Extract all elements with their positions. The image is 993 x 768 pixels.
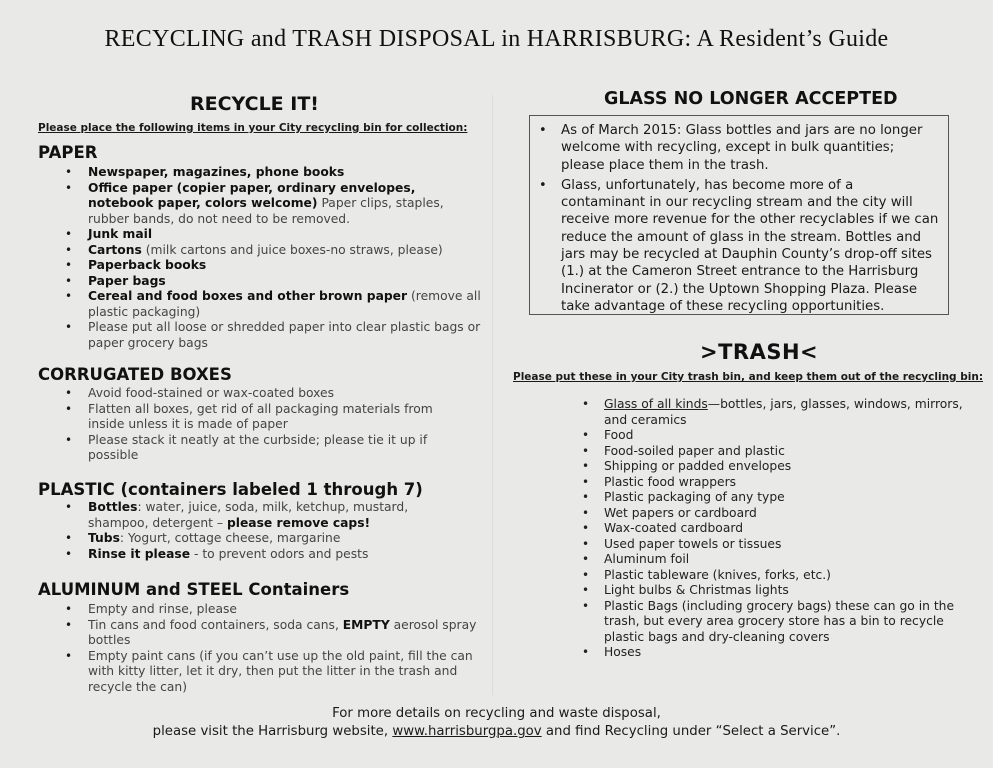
list-item: • Empty and rinse, please — [38, 602, 478, 618]
metal-heading: ALUMINUM and STEEL Containers — [38, 580, 350, 599]
list-item: • Please stack it neatly at the curbside; please tie it up if possible — [38, 433, 468, 464]
footer-line-2: please visit the Harrisburg website, www.harrisburgpa.gov and find Recycling under “Select a Service”. — [152, 724, 841, 739]
recycle-heading: RECYCLE IT! — [190, 93, 319, 115]
metal-list — [38, 602, 478, 695]
corrugated-list — [38, 386, 468, 464]
list-item: • Used paper towels or tissues — [580, 537, 970, 553]
list-item: • Wet papers or cardboard — [580, 506, 970, 522]
list-item: • Rinse it please - to prevent odors and pests — [38, 547, 468, 563]
trash-heading: >TRASH< — [700, 340, 819, 364]
website-link[interactable]: www.harrisburgpa.gov — [392, 724, 542, 739]
list-item: • Office paper (copier paper, ordinary envelopes, notebook paper, colors welcome) Paper clips, staples, rubber bands, do not need to be removed. — [38, 181, 483, 228]
footer-line-1: For more details on recycling and waste disposal, — [332, 706, 661, 721]
list-item: • Glass, unfortunately, has become more of a contaminant in our recycling stream and the city will receive more revenue for the other recyclables if we can reduce the amount of glass in the stream. Bottles and jars may be recycled at Dauphin County’s drop-off sites (1.) at the Cameron Street entrance to the Harrisburg Incinerator or (2.) the Uptown Shopping Plaza. Please take advantage of these recycling opportunities. — [530, 177, 948, 315]
glass-notice-box — [529, 115, 949, 315]
trash-list — [580, 397, 970, 661]
list-item: • Shipping or padded envelopes — [580, 459, 970, 475]
list-item: • Paperback books — [38, 258, 483, 274]
list-item: • Plastic tableware (knives, forks, etc.) — [580, 568, 970, 584]
list-item: • Newspaper, magazines, phone books — [38, 165, 483, 181]
list-item: • Plastic Bags (including grocery bags) these can go in the trash, but every area grocery store has a bin to recycle plastic bags and dry-cleaning covers — [580, 599, 970, 646]
list-item: • Junk mail — [38, 227, 483, 243]
paper-list — [38, 165, 483, 351]
list-item: • Plastic packaging of any type — [580, 490, 970, 506]
list-item: • Tubs: Yogurt, cottage cheese, margarine — [38, 531, 468, 547]
page-fold-divider — [492, 95, 493, 695]
list-item: • Flatten all boxes, get rid of all packaging materials from inside unless it is made of paper — [38, 402, 468, 433]
page-title: RECYCLING and TRASH DISPOSAL in HARRISBURG: A Resident’s Guide — [104, 26, 889, 52]
list-item: • Light bulbs & Christmas lights — [580, 583, 970, 599]
list-item: • Wax-coated cardboard — [580, 521, 970, 537]
list-item: • Cartons (milk cartons and juice boxes-no straws, please) — [38, 243, 483, 259]
list-item: • Bottles: water, juice, soda, milk, ketchup, mustard, shampoo, detergent – please remove caps! — [38, 500, 468, 531]
glass-heading: GLASS NO LONGER ACCEPTED — [604, 89, 898, 109]
paper-heading: PAPER — [38, 143, 98, 162]
corrugated-heading: CORRUGATED BOXES — [38, 365, 232, 384]
list-item: • Paper bags — [38, 274, 483, 290]
list-item: • Please put all loose or shredded paper into clear plastic bags or paper grocery bags — [38, 320, 483, 351]
list-item: • Glass of all kinds—bottles, jars, glasses, windows, mirrors, and ceramics — [580, 397, 970, 428]
list-item: • Food-soiled paper and plastic — [580, 444, 970, 460]
list-item: • Avoid food-stained or wax-coated boxes — [38, 386, 468, 402]
list-item: • Empty paint cans (if you can’t use up the old paint, fill the can with kitty litter, let it dry, then put the litter in the trash and recycle the can) — [38, 649, 478, 696]
list-item: • Tin cans and food containers, soda cans, EMPTY aerosol spray bottles — [38, 618, 478, 649]
list-item: • Food — [580, 428, 970, 444]
list-item: • Aluminum foil — [580, 552, 970, 568]
plastic-list — [38, 500, 468, 562]
list-item: • As of March 2015: Glass bottles and jars are no longer welcome with recycling, except in bulk quantities; please place them in the trash. — [530, 122, 948, 174]
list-item: • Hoses — [580, 645, 970, 661]
list-item: • Cereal and food boxes and other brown paper (remove all plastic packaging) — [38, 289, 483, 320]
recycle-intro: Please place the following items in your City recycling bin for collection: — [38, 122, 468, 134]
trash-intro: Please put these in your City trash bin, and keep them out of the recycling bin: — [513, 371, 984, 383]
list-item: • Plastic food wrappers — [580, 475, 970, 491]
plastic-heading: PLASTIC (containers labeled 1 through 7) — [38, 480, 423, 499]
